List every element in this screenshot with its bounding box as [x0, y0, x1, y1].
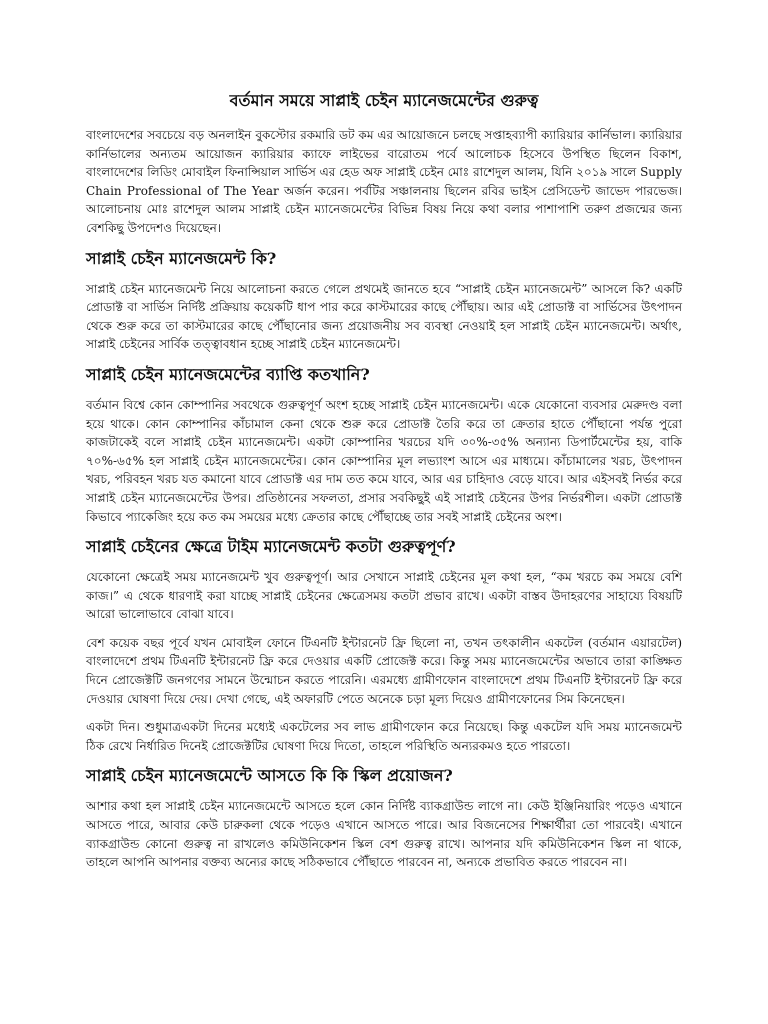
document-title: বর্তমান সময়ে সাপ্লাই চেইন ম্যানেজমেন্টের গুরুত্ব [229, 91, 539, 110]
section-heading: সাপ্লাই চেইনের ক্ষেত্রে টাইম ম্যানেজমেন্ট কতটা গুরুত্বপূর্ণ? [86, 537, 456, 557]
paragraph: বর্তমান বিশ্বে কোন কোম্পানির সবথেকে গুরুত্বপূর্ণ অংশ হচ্ছে সাপ্লাই চেইন ম্যানেজমেন্ট। একে যেকোনো ব্যবসার মেরুদণ্ড বলা হয়ে থাকে। কোন কোম্পানির কাঁচামাল কেনা থেকে শুরু করে প্রোডাক্ট তৈরি করে তা ক্রেতার হাতে পৌঁছানো পর্যন্ত পুরো কাজটাকেই বলে সাপ্লাই চেইন ম্যানেজমেন্ট। একটা কোম্পানির খরচের যদি ৩০%-৩৫% অন্যান্য ডিপার্টমেন্টের হয়, বাকি ৭০%-৬৫% হল সাপ্লাই চেইন ম্যানেজমেন্টের। কোন কোম্পানির মূল লভ্যাংশ আসে এর মাধ্যমে। কাঁচামালের খরচ, উৎপাদন খরচ, পরিবহন খরচ যত কমানো যাবে প্রোডাক্ট এর দাম তত কমে যাবে, আর এর চাহিদাও বেড়ে যাবে। আর এইসবই নির্ভর করে সাপ্লাই চেইন ম্যানেজমেন্টের উপর। প্রতিষ্ঠানের সফলতা, প্রসার সবকিছুই এই সাপ্লাই চেইনের উপর নির্ভরশীল। একটা প্রোডাক্ট কিভাবে প্যাকেজিং হয়ে কত কম সময়ের মধ্যে ক্রেতার কাছে পৌঁছাচ্ছে তার সবই সাপ্লাই চেইনের অংশ। [86, 397, 682, 524]
section-required-skills [86, 765, 682, 871]
intro-paragraph: বাংলাদেশের সবচেয়ে বড় অনলাইন বুকস্টোর রকমারি ডট কম এর আয়োজনে চলছে সপ্তাহব্যাপী ক্যারিয়ার কার্নিভাল। ক্যারিয়ার কার্নিভালের অন্যতম আয়োজন ক্যারিয়ার ক্যাফে লাইভের বারোতম পর্বে আলোচক হিসেবে উপস্থিত ছিলেন বিকাশ, বাংলাদেশের লিডিং মোবাইল ফিনান্সিয়াল সার্ভিস এর হেড অফ সাপ্লাই চেইন মোঃ রাশেদুল আলম, যিনি ২০১৯ সালে Supply Chain Professional of The Year অর্জন করেন। পর্বটির সঞ্চালনায় ছিলেন রবির ভাইস প্রেসিডেন্ট জাভেদ পারভেজ। আলোচনায় মোঃ রাশেদুল আলম সাপ্লাই চেইন ম্যানেজমেন্টের বিভিন্ন বিষয় নিয়ে কথা বলার পাশাপাশি তরুণ প্রজন্মের জন্য বেশকিছু উপদেশও দিয়েছেন। [86, 128, 682, 235]
paragraph: আশার কথা হল সাপ্লাই চেইন ম্যানেজমেন্টে আসতে হলে কোন নির্দিষ্ট ব্যাকগ্রাউন্ড লাগে না। কেউ ইঞ্জিনিয়ারিং পড়েও এখানে আসতে পারে, আবার কেউ চারুকলা থেকে পড়েও এখানে আসতে পারে। আর বিজনেসের শিক্ষার্থীরা তো পারবেই। এখানে ব্যাকগ্রাউন্ড কোনো গুরুত্ব না রাখলেও কমিউনিকেশন স্কিল বেশ গুরুত্ব রাখে। আপনার যদি কমিউনিকেশন স্কিল না থাকে, তাহলে আপনি আপনার বক্তব্য অন্যের কাছে সঠিকভাবে পৌঁছাতে পারবেন না, অন্যকে প্রভাবিত করতে পারবেন না। [86, 799, 682, 870]
paragraph: সাপ্লাই চেইন ম্যানেজমেন্ট নিয়ে আলোচনা করতে গেলে প্রথমেই জানতে হবে “সাপ্লাই চেইন ম্যানেজমেন্ট” আসলে কি? একটি প্রোডাক্ট বা সার্ভিস নির্দিষ্ট প্রক্রিয়ায় কয়েকটি ধাপ পার করে কাস্টমারের কাছে পৌঁছায়। আর এই প্রোডাক্ট বা সার্ভিসের উৎপাদন থেকে শুরু করে তা কাস্টমারের কাছে পৌঁছানোর জন্য প্রয়োজনীয় সব ব্যবস্থা নেওয়াই হল সাপ্লাই চেইন ম্যানেজমেন্ট। অর্থাৎ, সাপ্লাই চেইনের সার্বিক তত্ত্বাবধান হচ্ছে সাপ্লাই চেইন ম্যানেজমেন্ট। [86, 281, 682, 352]
section-heading: সাপ্লাই চেইন ম্যানেজমেন্টের ব্যাপ্তি কতখানি? [86, 364, 370, 384]
section-heading: সাপ্লাই চেইন ম্যানেজমেন্ট কি? [86, 248, 277, 268]
section-scope-of-scm [86, 364, 682, 526]
section-heading: সাপ্লাই চেইন ম্যানেজমেন্টে আসতে কি কি স্কিল প্রয়োজন? [86, 766, 453, 786]
paragraph: যেকোনো ক্ষেত্রেই সময় ম্যানেজমেন্ট খুব গুরুত্বপূর্ণ। আর সেখানে সাপ্লাই চেইনের মূল কথা হল, “কম খরচে কম সময়ে বেশি কাজ।” এ থেকে ধারণাই করা যাচ্ছে সাপ্লাই চেইনের ক্ষেত্রেসময় কতটা প্রভাব রাখে। একটা বাস্তব উদাহরণের সাহায্যে বিষয়টি আরো ভালোভাবে বোঝা যাবে। [86, 570, 682, 622]
paragraph: একটা দিন। শুধুমাত্রএকটা দিনের মধ্যেই একটেলের সব লাভ গ্রামীণফোন করে নিয়েছে। কিন্তু একটেল যদি সময় ম্যানেজমেন্ট ঠিক রেখে নির্ধারিত দিনেই প্রোজেক্টটির ঘোষণা দিয়ে দিতো, তাহলে পরিস্থিতি অন্যরকমও হতে পারতো। [86, 720, 682, 753]
section-what-is-scm [86, 248, 682, 354]
section-time-management [86, 536, 682, 755]
paragraph: বেশ কয়েক বছর পূর্বে যখন মোবাইল ফোনে টিএনটি ইন্টারনেট ফ্রি ছিলো না, তখন তৎকালীন একটেল (বর্তমান এয়ারটেল) বাংলাদেশে প্রথম টিএনটি ইন্টারনেট ফ্রি করে দেওয়ার একটি প্রোজেক্ট করে। কিন্তু সময় ম্যানেজমেন্টের অভাবে তারা কাঙ্ক্ষিত দিনে প্রোজেক্টটি জনগণের সামনে উন্মোচন করতে পারেনি। এরমধ্যে গ্রামীণফোন বাংলাদেশে প্রথম টিএনটি ইন্টারনেট ফ্রি করে দেওয়ার ঘোষণা দিয়ে দেয়। দেখা গেছে, এই অফারটি পেতে অনেকে চড়া মূল্য দিয়েও গ্রামীণফোনের সিম কিনেছেন। [86, 635, 682, 706]
intro-section [86, 126, 682, 238]
